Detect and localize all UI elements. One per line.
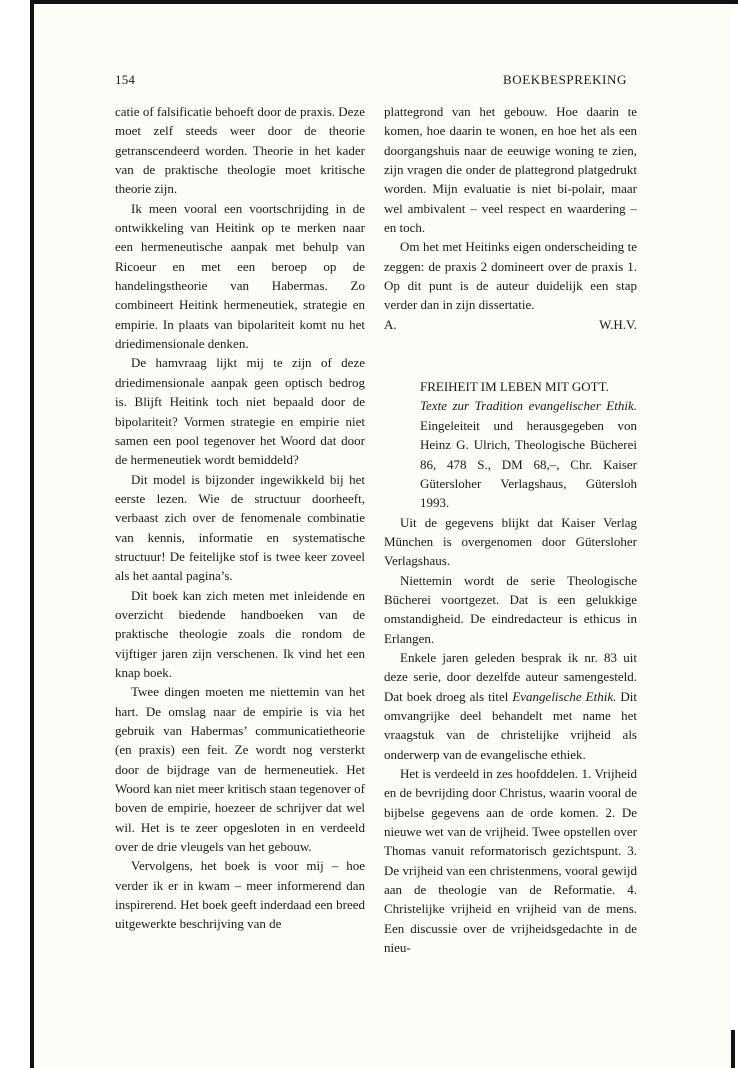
paragraph: Om het met Heitinks eigen onderscheiding te zeggen: de praxis 2 domineert over de praxis 1. Op dit punt is de auteur duidelijk een stap verder dan in zijn dissertatie. [384, 239, 637, 313]
paragraph: catie of falsificatie behoeft door de praxis. Deze moet zelf steeds weer door de theorie getranscendeerd worden. Theorie in het kader van de praktische theologie moet kritische theorie zijn. [115, 104, 365, 197]
paragraph: Vervolgens, het boek is voor mij – hoe verder ik er in kwam – meer informerend dan inspirerend. Het boek geeft inderdaad een breed uitgewerkte beschrijving van de [115, 858, 365, 932]
text-run: Enkele jaren geleden besprak ik nr. 83 uit deze serie, door dezelfde auteur samengesteld. Dat boek droeg als titel [384, 649, 637, 704]
scan-border-right [731, 1030, 735, 1068]
paragraph: plattegrond van het gebouw. Hoe daarin te komen, hoe daarin te wonen, en hoe het als een doorgangshuis naar de eeuwige woning te zien, zijn vragen die onder de plattegrond platgedrukt worden. Mijn evaluatie is niet bi-polair, maar wel ambivalent – veel respect en waardering – en toch. [384, 104, 637, 236]
paragraph: Dit boek kan zich meten met inleidende en overzicht biedende handboeken van de praktische theologie zoals die rondom de vijftiger jaren zijn verschenen. Ik vind het een knap boek. [115, 587, 365, 680]
paragraph: Niettemin wordt de serie Theologische Bücherei voortgezet. Dat is een gelukkige omstandigheid. De eindredacteur is ethicus in Erlangen. [384, 572, 637, 646]
left-column [115, 102, 365, 934]
right-column [384, 102, 637, 957]
text-run: Dit omvangrijke deel behandelt met name het vraagstuk van de christelijke vrijheid als onderwerp van de evangelische ethiek. [384, 688, 637, 762]
reviewed-book-details [384, 396, 637, 512]
review-signature [384, 315, 637, 334]
paragraph: Het is verdeeld in zes hoofddelen. 1. Vrijheid en de bevrijding door Christus, waarin vooral de bijbelse gegevens aan de orde komen. 2. De nieuwe wet van de vrijheid. Twee opstellen over Thomas vanuit reformatorisch gezichtspunt. 3. De vrijheid van een christenmens, vooral gewijd aan de theologie van de Reformatie. 4. Christelijke vrijheid en vrijheid van de mens. Een discussie over de vrijheidsgedachte in de nieu- [384, 766, 637, 956]
paragraph: Ik meen vooral een voortschrijding in de ontwikkeling van Heitink op te merken naar een hermeneutische aanpak met behulp van Ricoeur en met een beroep op de handelingstheorie van Habermas. Zo combineert Heitink hermeneutiek, strategie en empirie. In plaats van bipolariteit komt nu het driedimensionale denken. [115, 200, 365, 352]
reviewed-book-title: FREIHEIT IM LEBEN MIT GOTT. [420, 379, 609, 395]
cited-title: Evangelische Ethik. [512, 688, 617, 704]
reviewed-book-heading [384, 377, 637, 512]
paragraph: Dit model is bijzonder ingewikkeld bij het eerste lezen. Wie de structuur doorheeft, verbaast zich over de fenomenale combinatie van kennis, informatie en systematische structuur! De feitelijke stof is twee keer zoveel als het aantal pagina’s. [115, 471, 365, 584]
section-gap [384, 334, 637, 377]
initial-left: A. [384, 316, 397, 332]
paragraph [384, 648, 637, 764]
paragraph: Twee dingen moeten me niettemin van het hart. De omslag naar de empirie is via het gebruik van Habermas’ communicatietheorie (en praxis) een feit. Ze wordt nog versterkt door de bijdrage van de hermeneutiek. Het Woord kan niet meer kritisch staan tegenover of boven de empirie, hoezeer de schrijver dat wel wil. Het is te zeer opgesloten in en verdeeld over de drie vleugels van het gebouw. [115, 684, 365, 855]
paragraph: De hamvraag lijkt mij te zijn of deze driedimensionale aanpak geen optisch bedrog is. Blijft Heitink toch niet bepaald door de bipolariteit? Vormen strategie en empirie niet samen een pool tegenover het Woord dat door de hermeneutiek wordt bemiddeld? [115, 355, 365, 468]
running-head: BOEKBESPREKING [503, 72, 627, 87]
page-number: 154 [115, 72, 136, 87]
reviewed-book-subtitle: Texte zur Tradition evangelischer Ethik. [420, 398, 637, 414]
reviewer-initials: W.H.V. [599, 316, 637, 332]
reviewed-book-publication: Eingeleiteit und herausgegeben von Heinz G. Ulrich, Theologische Bücherei 86, 478 S., DM 68,–, Chr. Kaiser Gütersloher Verlagshaus, Gütersloh 1993. [420, 417, 637, 511]
paragraph: Uit de gegevens blijkt dat Kaiser Verlag München is overgenomen door Gütersloher Verlagshaus. [384, 514, 637, 569]
